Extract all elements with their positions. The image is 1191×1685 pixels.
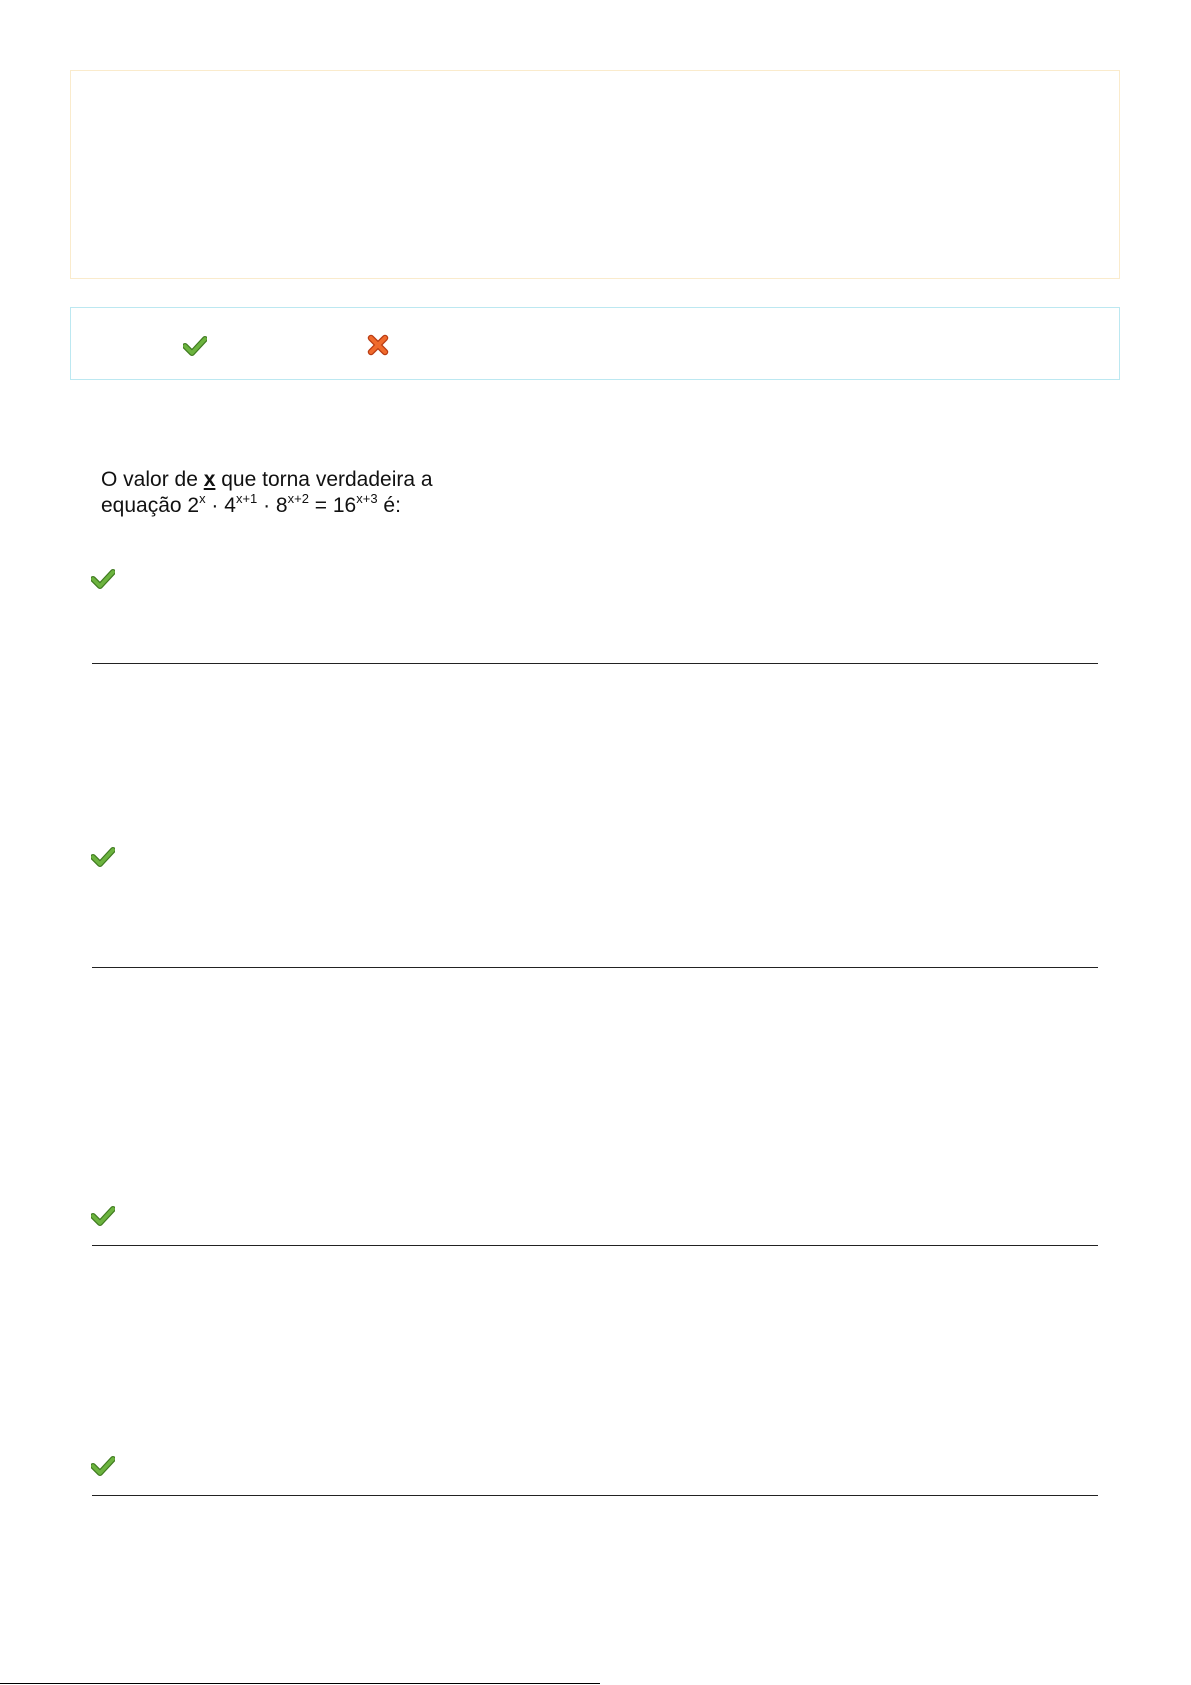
equation-part: = 16 [308, 494, 357, 517]
equation-part: · 4 [205, 494, 236, 517]
question-text [101, 467, 501, 519]
check-icon [91, 1203, 115, 1227]
page-footer-rule [0, 1683, 600, 1684]
check-icon [91, 844, 115, 868]
legend-panel [70, 307, 1120, 380]
feedback-panel [70, 70, 1120, 279]
x-icon [366, 333, 390, 357]
divider [92, 1495, 1098, 1496]
question-text-part: O valor de [101, 468, 204, 491]
divider [92, 967, 1098, 968]
check-icon [91, 1453, 115, 1477]
equation-part: é: [377, 494, 401, 517]
exponent: x+3 [356, 491, 378, 506]
question-variable: x [203, 468, 216, 491]
exponent: x [199, 491, 206, 506]
question-text-part: que torna verdadeira a [215, 468, 433, 491]
check-icon [91, 566, 115, 590]
equation-part: equação 2 [101, 494, 200, 517]
check-icon [183, 333, 207, 357]
divider [92, 663, 1098, 664]
equation-part: · 8 [257, 494, 288, 517]
divider [92, 1245, 1098, 1246]
question-line-2 [101, 493, 501, 519]
question-line-1 [101, 467, 501, 493]
exponent: x+2 [287, 491, 309, 506]
exponent: x+1 [235, 491, 258, 506]
